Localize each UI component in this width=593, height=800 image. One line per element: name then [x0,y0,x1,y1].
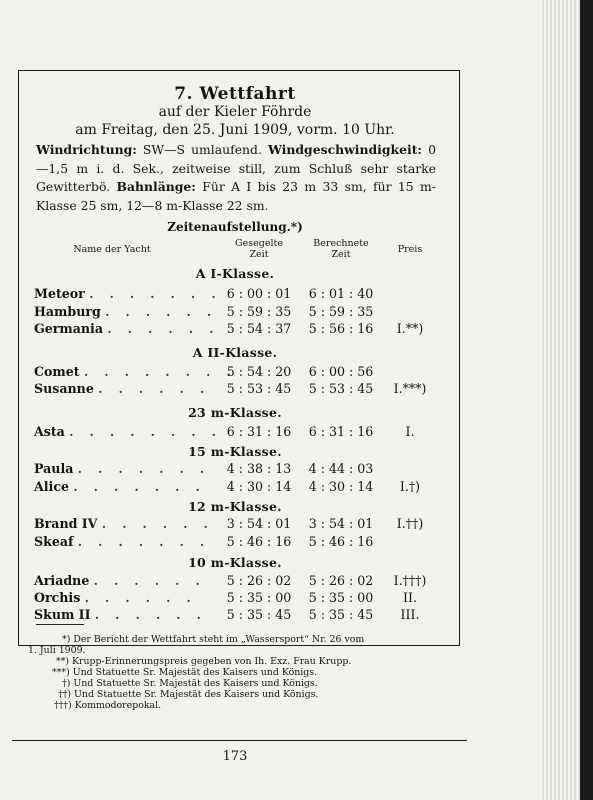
yacht-name: Orchis . . . . . . [34,590,197,605]
footnote: *) Der Bericht der Wettfahrt steht im „Wassersport“ Nr. 26 vom [62,634,365,645]
yacht-name: Skum II . . . . . . [34,607,207,622]
speed-label: Windgeschwindigkeit: [267,142,423,157]
sailed-time: 6 : 31 : 16 [226,424,292,439]
page-number: 173 [222,749,248,764]
sailed-time: 5 : 54 : 20 [226,364,292,379]
sailed-time: 5 : 46 : 16 [226,534,292,549]
column-header-prize: Preis [397,244,423,255]
yacht-name: Skeaf . . . . . . . [34,534,211,549]
prize: III. [400,607,420,622]
race-location: auf der Kieler Föhrde [158,104,312,120]
calculated-time: 5 : 53 : 45 [308,381,374,396]
sailed-time: 5 : 53 : 45 [226,381,292,396]
footnote: 1. Juli 1909. [28,645,86,656]
background-edge [580,0,593,800]
sailed-time: 4 : 38 : 13 [226,461,292,476]
calculated-time: 5 : 46 : 16 [308,534,374,549]
speed-value: 0—1,5 m i. d. Sek., zeitweise still, zum Schluß sehr starke Gewitterbö. [36,142,436,194]
race-date: am Freitag, den 25. Juni 1909, vorm. 10 Uhr. [75,122,395,138]
footer-rule [12,740,467,741]
footnote: †††) Kommodorepokal. [54,700,162,711]
section-heading: Zeitenaufstellung.*) [167,220,303,234]
wind-label: Windrichtung: [36,142,137,157]
column-header-calculated-line1: Berechnete [313,238,369,249]
sailed-time: 6 : 00 : 01 [226,286,292,301]
calculated-time: 5 : 26 : 02 [308,573,374,588]
class-heading: 23 m-Klasse. [188,405,282,420]
prize: I. [405,424,415,439]
calculated-time: 6 : 31 : 16 [308,424,374,439]
prize: I.††) [396,516,424,531]
yacht-name: Brand IV . . . . . . [34,516,214,531]
yacht-name: Ariadne . . . . . . [34,573,206,588]
race-title: 7. Wettfahrt [174,84,296,104]
prize: I.†††) [393,573,427,588]
yacht-name: Comet . . . . . . . . [34,364,237,379]
yacht-name: Germania . . . . . . [34,321,220,336]
calculated-time: 6 : 01 : 40 [308,286,374,301]
sailed-time: 5 : 59 : 35 [226,304,292,319]
column-header-calculated-line2: Zeit [331,249,351,260]
footnote: †) Und Statuette Sr. Majestät des Kaisers und Königs. [62,678,318,689]
calculated-time: 5 : 59 : 35 [308,304,374,319]
calculated-time: 4 : 44 : 03 [308,461,374,476]
wind-value: SW—S umlaufend. [142,142,262,157]
column-header-sailed-line2: Zeit [249,249,269,260]
yacht-name: Asta . . . . . . . . [34,424,222,439]
calculated-time: 5 : 35 : 00 [308,590,374,605]
course-value: Für A I bis 23 m 33 sm, für 15 m-Klasse 25 sm, 12—8 m-Klasse 22 sm. [36,179,436,213]
class-heading: A I-Klasse. [195,266,275,281]
yacht-name: Meteor . . . . . . . [34,286,222,301]
course-label: Bahnlänge: [116,179,196,194]
class-heading: 10 m-Klasse. [188,555,282,570]
class-heading: 15 m-Klasse. [188,444,282,459]
column-header-calculated [306,238,376,260]
sailed-time: 5 : 35 : 45 [226,607,292,622]
calculated-time: 3 : 54 : 01 [308,516,374,531]
yacht-name: Hamburg . . . . . . [34,304,218,319]
calculated-time: 6 : 00 : 56 [308,364,374,379]
sailed-time: 5 : 35 : 00 [226,590,292,605]
column-header-sailed-line1: Gesegelte [235,238,283,249]
yacht-name: Alice . . . . . . . [34,479,206,494]
footnote: ***) Und Statuette Sr. Majestät des Kaisers und Königs. [52,667,318,678]
calculated-time: 4 : 30 : 14 [308,479,374,494]
footnote-rule [36,624,84,625]
calculated-time: 5 : 35 : 45 [308,607,374,622]
prize: I.**) [396,321,424,336]
sailed-time: 5 : 54 : 37 [226,321,292,336]
class-heading: 12 m-Klasse. [188,499,282,514]
yacht-name: Paula . . . . . . . [34,461,211,476]
calculated-time: 5 : 56 : 16 [308,321,374,336]
yacht-name: Susanne . . . . . . [34,381,211,396]
sailed-time: 3 : 54 : 01 [226,516,292,531]
sailed-time: 5 : 26 : 02 [226,573,292,588]
class-heading: A II-Klasse. [192,345,278,360]
footnote: ††) Und Statuette Sr. Majestät des Kaisers und Königs. [58,689,319,700]
prize: I.***) [393,381,427,396]
footnote: **) Krupp-Erinnerungspreis gegeben von Ih. Exz. Frau Krupp. [56,656,352,667]
sailed-time: 4 : 30 : 14 [226,479,292,494]
race-conditions [36,141,436,215]
prize: II. [403,590,417,605]
column-header-sailed [224,238,294,260]
column-header-name: Name der Yacht [73,244,151,255]
prize: I.†) [399,479,421,494]
